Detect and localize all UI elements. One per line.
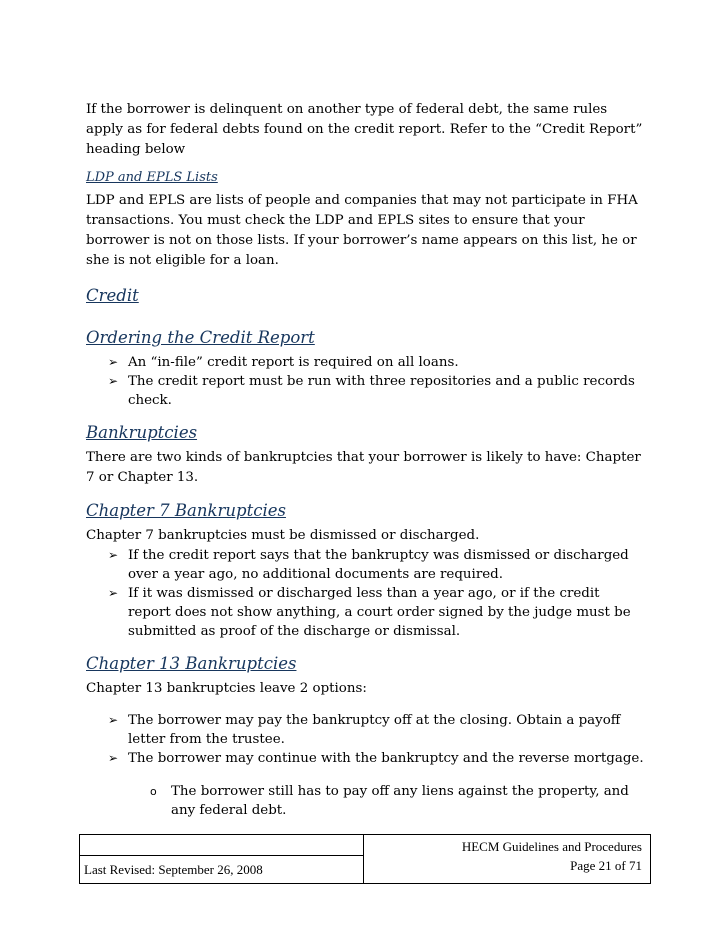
list-item: ➢ The credit report must be run with three repositories and a public records check. bbox=[108, 374, 635, 408]
divider bbox=[80, 855, 364, 856]
ch13-list bbox=[86, 711, 646, 768]
last-revised: Last Revised: September 26, 2008 bbox=[84, 862, 263, 877]
page-number: Page 21 of 71 bbox=[570, 858, 642, 873]
circle-bullet-icon: o bbox=[150, 785, 157, 798]
list-item: o The borrower still has to pay off any liens against the property, and any federal debt. bbox=[150, 784, 629, 818]
page-content bbox=[86, 100, 646, 820]
ch7-heading: Chapter 7 Bankruptcies bbox=[86, 501, 286, 520]
arrow-bullet-icon: ➢ bbox=[108, 374, 119, 388]
credit-heading: Credit bbox=[86, 286, 139, 305]
paragraph-bankruptcies: There are two kinds of bankruptcies that your borrower is likely to have: Chapter 7 or Chapter 13. bbox=[86, 450, 641, 485]
paragraph-ch7: Chapter 7 bankruptcies must be dismissed or discharged. bbox=[86, 528, 480, 543]
document-title: HECM Guidelines and Procedures bbox=[461, 839, 642, 854]
paragraph-ch13: Chapter 13 bankruptcies leave 2 options: bbox=[86, 681, 367, 696]
list-item: ➢ An “in-file” credit report is required on all loans. bbox=[108, 355, 459, 370]
arrow-bullet-icon: ➢ bbox=[108, 586, 119, 600]
arrow-bullet-icon: ➢ bbox=[108, 751, 119, 765]
ch13-heading: Chapter 13 Bankruptcies bbox=[86, 654, 297, 673]
page-footer bbox=[79, 834, 651, 884]
arrow-bullet-icon: ➢ bbox=[108, 713, 119, 727]
list-item: ➢ If it was dismissed or discharged less than a year ago, or if the credit report does not show anything, a court order signed by the judge must be submitted as proof of the discharge or dismissal. bbox=[108, 586, 631, 639]
ordering-list bbox=[86, 353, 646, 410]
ch7-list bbox=[86, 546, 646, 641]
list-item: ➢ The borrower may continue with the bankruptcy and the reverse mortgage. bbox=[108, 751, 644, 766]
arrow-bullet-icon: ➢ bbox=[108, 548, 119, 562]
list-item: ➢ If the credit report says that the bankruptcy was dismissed or discharged over a year ago, no additional documents are required. bbox=[108, 548, 629, 582]
paragraph-delinquent: If the borrower is delinquent on another type of federal debt, the same rules apply as for federal debts found on the credit report. Refer to the “Credit Report” heading below bbox=[86, 102, 643, 157]
arrow-bullet-icon: ➢ bbox=[108, 355, 119, 369]
ch13-sublist bbox=[86, 782, 646, 820]
ldp-heading: LDP and EPLS Lists bbox=[86, 170, 218, 185]
bankruptcies-heading: Bankruptcies bbox=[86, 423, 198, 442]
footer-right-cell bbox=[364, 835, 650, 883]
paragraph-ldp: LDP and EPLS are lists of people and companies that may not participate in FHA transactions. You must check the LDP and EPLS sites to ensure that your borrower is not on those lists. If your borrower’s name appears on this list, he or she is not eligible for a loan. bbox=[86, 193, 638, 268]
list-item: ➢ The borrower may pay the bankruptcy off at the closing. Obtain a payoff letter from the trustee. bbox=[108, 713, 621, 747]
footer-left-cell bbox=[80, 835, 364, 883]
ordering-heading: Ordering the Credit Report bbox=[86, 328, 315, 347]
